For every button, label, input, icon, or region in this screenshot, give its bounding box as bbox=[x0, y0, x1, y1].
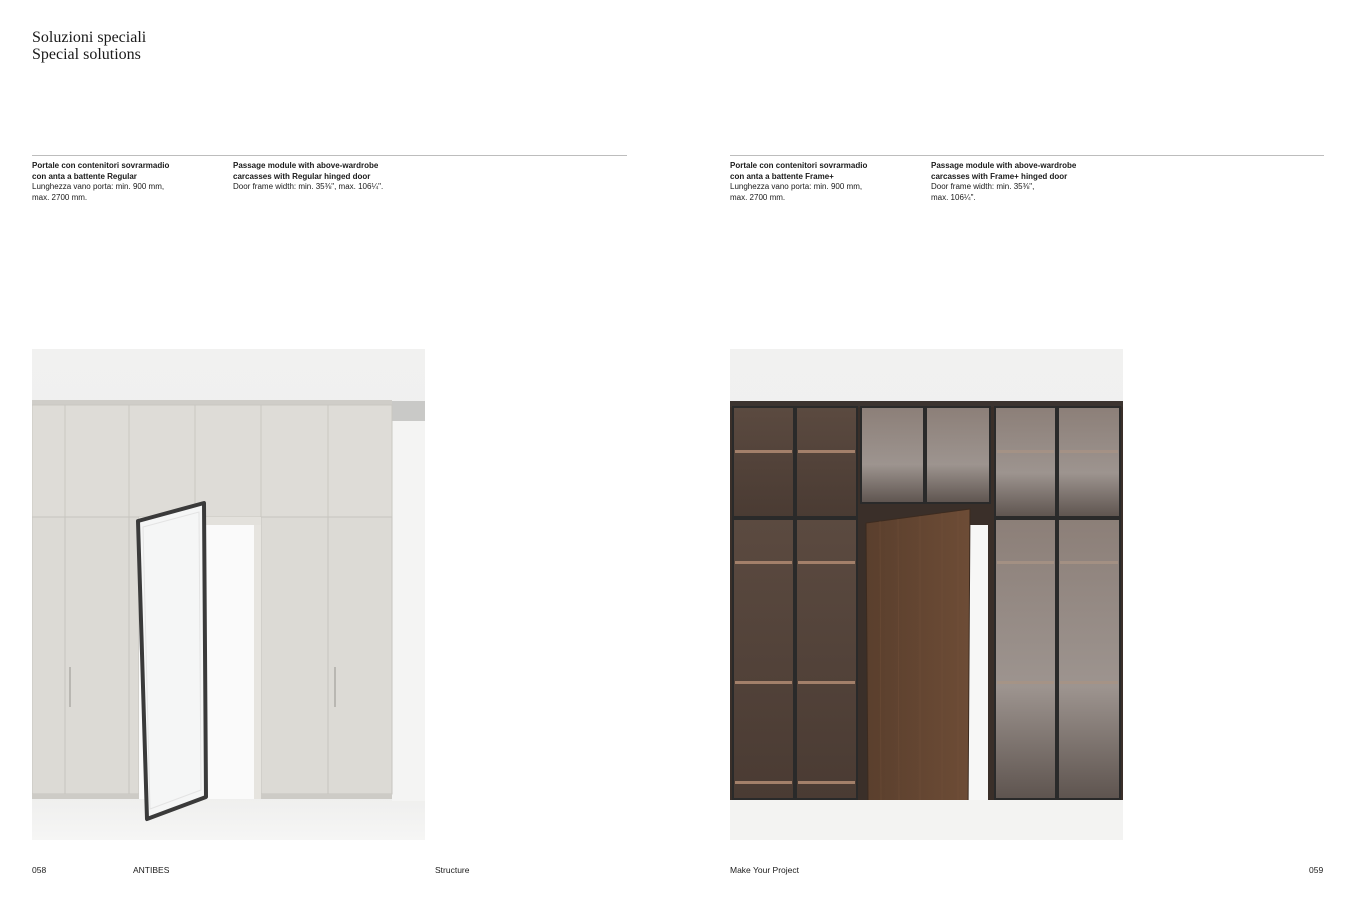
page-title bbox=[32, 29, 146, 63]
caption-left-english: Passage module with above-wardrobe carcasses with Regular hinged door Door frame width: min. 35⅜", max. 106¼". bbox=[233, 161, 384, 191]
chapter-name: Make Your Project bbox=[730, 865, 799, 875]
brand-name: ANTIBES bbox=[133, 865, 170, 875]
section-name: Structure bbox=[435, 865, 470, 875]
caption-right-english: Passage module with above-wardrobe carcasses with Frame+ hinged door Door frame width: min. 35⅜", max. 106¼". bbox=[931, 161, 1077, 202]
title-english: Special solutions bbox=[32, 46, 141, 63]
caption-left-italian: Portale con contenitori sovrarmadio con anta a battente Regular Lunghezza vano porta: min. 900 mm, max. 2700 mm. bbox=[32, 161, 170, 202]
caption-right-italian: Portale con contenitori sovrarmadio con anta a battente Frame+ Lunghezza vano porta: min. 900 mm, max. 2700 mm. bbox=[730, 161, 868, 202]
page-number-right: 059 bbox=[1309, 865, 1324, 875]
photo-frame-plus-door-portal bbox=[730, 349, 1123, 840]
divider-left bbox=[32, 155, 627, 156]
photo-regular-door-portal bbox=[32, 349, 425, 840]
divider-right bbox=[730, 155, 1324, 156]
page-number-left: 058 bbox=[32, 865, 47, 875]
title-italian: Soluzioni speciali bbox=[32, 29, 147, 46]
